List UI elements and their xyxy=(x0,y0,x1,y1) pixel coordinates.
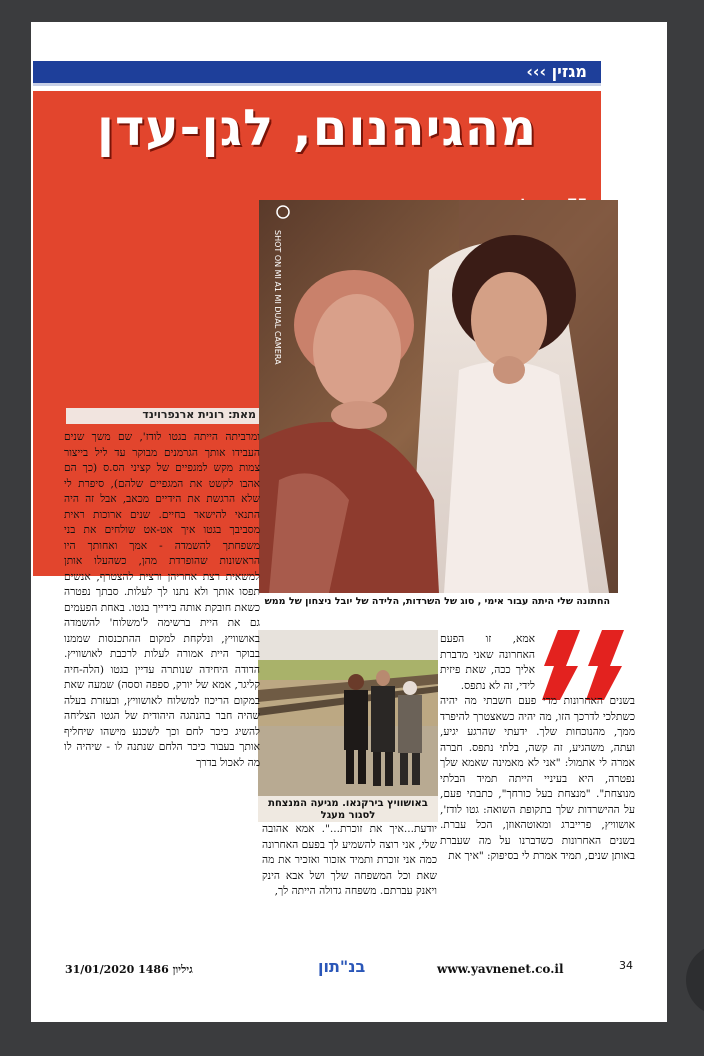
article-column-left xyxy=(440,632,635,954)
issue-date: 31/01/2020 גיליון 1486 xyxy=(65,963,193,976)
byline-bar xyxy=(66,408,262,424)
wedding-photo-caption: החתונה שלי היתה עבור אימי , סוג של השרדות, הלידה של יובל ניצחון של ממש xyxy=(259,593,618,611)
header-underline xyxy=(33,83,601,86)
auschwitz-photo-caption: באושוויץ בירקנאו. מגיעה המנצחת לסגור מעגל xyxy=(258,796,438,822)
wedding-photo-illustration xyxy=(259,200,618,593)
article-column-right: ומרביתה הייתה בגטו לודז', שם משך שנים העבידו אותך הגרמנים מבוקר עד ליל בייצור צמות מקש למגפיים של קציני הס.ס (כך הם אהבו לקשט את המגפיים שלהם), סיפרת לי שלא הרגשת את הידיים מכאב, אבל זה היה התנאי להישאר בחיים. שנים ארוכות ראית מסביבך בגטו איך אט-אט שולחים את בני משפחתך להשמדה - אמך ואחותך היו הראשונות שהופרדת מהן, כשהעלו אותן למשאית רצת אחריהן ורצית להצטרף, אנשים תפסו אותך ולא נתנו לך לעלות. סבתך נפטרה כשאת חובקת אותה בידייך בגטו. באחת הפעמים גם את היית ברשימה ל'משלוח' להשמדה באושוויץ, ונלקחת למקום ההתכנסות שממנו בבוקר היית אמורה לעלות לרכבת לאושוויץ. הדודה היחידה שנותרה עדיין בגטו (הלה-חיה קליגר, אמא של יורק, ספפה וססה) שמעה שאת במקום הריכוז למשלוח לאושוויץ, ובעזרת בעלה שהיה חבר בהנהגה היהודית של הגטו הצליחה להשיג כיכר לחם וכך לשכנע מישהו שיחליף אותך בעבור כיכר הלחם שנתנה לו - שיהיה לו מה לאכול בדרך xyxy=(64,431,260,769)
auschwitz-photo-illustration xyxy=(258,630,438,796)
author-byline: מאת: רונית ארנפרוינד xyxy=(142,408,256,421)
website-link[interactable]: www.yavnenet.co.il xyxy=(437,962,564,976)
article-column-middle: יודעת...איך את זוכרת...". אמא אהובה שלי, אני רוצה להשמיע לך בפעם האחרונה כמה אני זוכרת ותמיד אזכור ואזכיר את מה שאת וכל המשפחה שלך ושל אבא הינק ויאנק עברתם. משפחה גדולה הייתה לך, xyxy=(262,823,437,897)
article-headline: מהגיהנום, לגן-עדן xyxy=(96,99,538,157)
section-header-bar xyxy=(33,61,601,83)
section-label: מגזין ››› xyxy=(526,62,587,81)
auschwitz-photo xyxy=(258,630,438,796)
camera-stamp: SHOT ON MI A1 MI DUAL CAMERA xyxy=(273,230,282,365)
publication-logo: בנ"תון xyxy=(318,957,366,976)
column-left-opening: אמא, זו הפעם האחרונה שאני מדברת אליך ככה, שאת פיזית לידי, זה לא נתפס. xyxy=(440,633,535,692)
wedding-photo xyxy=(259,200,618,593)
floating-side-button[interactable] xyxy=(686,944,704,1016)
page-number: 34 xyxy=(619,959,633,972)
page-footer xyxy=(31,955,667,985)
column-left-body: בשנים האחרונות מדי פעם חשבתי מה יהיה כשתלכי לדרכך הזו, מה יהיה כשאצטרך להיפרד ממך, מהנוכחות שלך. ידעתי שהרגע יגיע, ועתה, משהגיע, זה קשה, בלתי נתפס. חברה אמרה לי אתמול: "אני לא מאמינה שאמא שלך נפטרה, היא בעיניי הייתה תמיד הבלתי מנוצחת". "מנצחת בעל כורחך", כתבתי פעם, על ההישרדות שלך בתקופת השואה: גטו לודז', אושוויץ, פרייברג ומאוטהאוזן, הכל עברת. בשנים האחרונות כשדברנו על מה שעברת באותן שנים, תמיד אמרת לי בסיפוק: "איך את xyxy=(440,695,635,862)
